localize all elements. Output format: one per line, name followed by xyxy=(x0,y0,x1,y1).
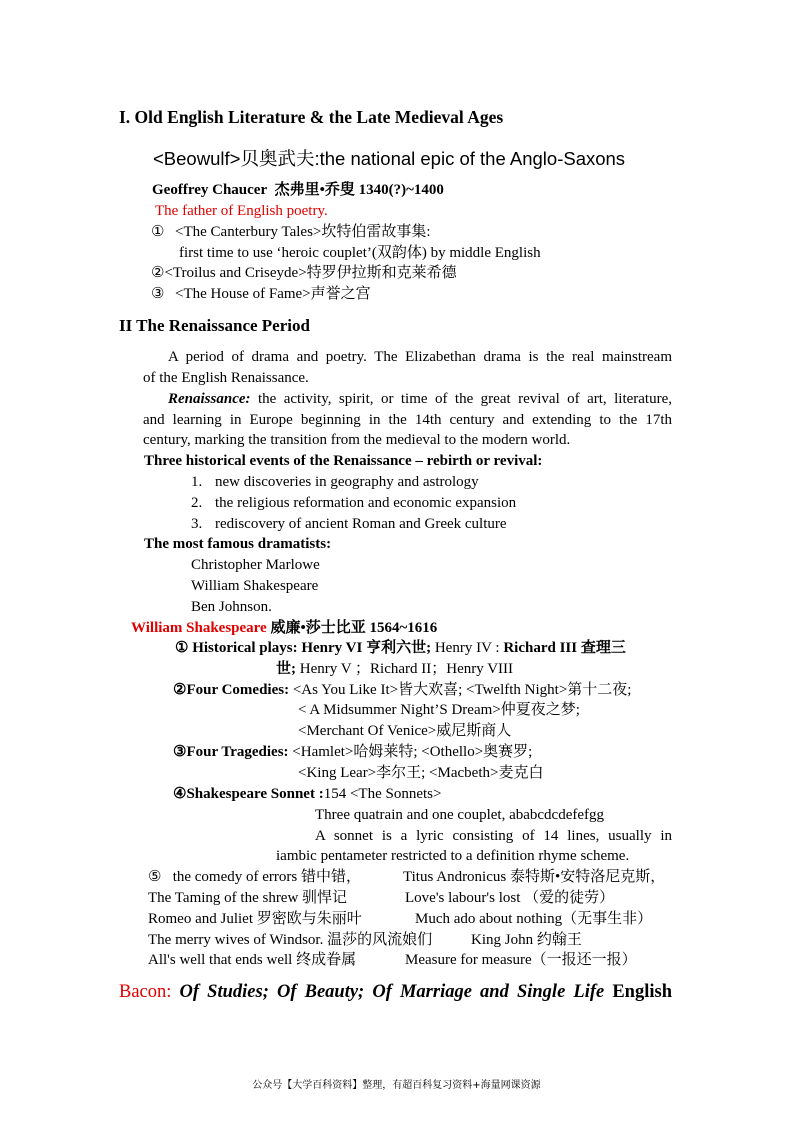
sonnet-line-1 xyxy=(173,785,441,803)
other-play: Romeo and Juliet 罗密欧与朱丽叶 xyxy=(148,911,362,927)
chaucer-work-3 xyxy=(151,285,371,303)
beowulf-desc: :the national epic of the Anglo-Saxons xyxy=(314,148,626,169)
chaucer-work-1 xyxy=(151,223,431,241)
chaucer-dates: 1340(?)~1400 xyxy=(358,182,444,198)
historical-henry-vi: Henry VI 亨利六世; xyxy=(301,640,432,656)
other-play: The merry wives of Windsor. 温莎的风流娘们 xyxy=(148,932,433,948)
tragedies-label: ③Four Tragedies: xyxy=(173,744,289,760)
events-heading: Three historical events of the Renaissance – rebirth or revival: xyxy=(144,453,543,469)
footer: 公众号【大学百科资料】整理，有超百科复习资料+海量网课资源 xyxy=(252,1080,541,1091)
comedies-line-3: <Merchant Of Venice>威尼斯商人 xyxy=(298,723,512,739)
event-number: 3. xyxy=(191,516,203,532)
event-item-1 xyxy=(191,473,479,491)
historical-henry-iv: Henry IV : xyxy=(434,640,500,656)
historical-continued: 世; xyxy=(276,661,296,677)
work-text: <Troilus and Criseyde>特罗伊拉斯和克莱希德 xyxy=(164,265,457,281)
other-play: Measure for measure（一报还一报） xyxy=(405,952,637,968)
other-play: The Taming of the shrew 驯悍记 xyxy=(148,890,348,906)
other-play: King John 约翰王 xyxy=(471,932,582,948)
sonnet-count: 154 <The Sonnets> xyxy=(323,786,442,802)
chaucer-name: Geoffrey Chaucer xyxy=(152,182,268,198)
section-heading-renaissance: II The Renaissance Period xyxy=(119,316,310,335)
work-marker: ② xyxy=(151,265,165,281)
chaucer-cn-name: 杰弗里•乔叟 xyxy=(274,182,355,198)
comedies-line-1 xyxy=(173,681,631,699)
sonnet-line-4: iambic pentameter restricted to a definition rhyme scheme. xyxy=(276,848,630,864)
bacon-tail: English xyxy=(612,982,672,1002)
event-text: the religious reformation and economic expansion xyxy=(215,495,517,511)
event-number: 2. xyxy=(191,495,203,511)
other-play: Much ado about nothing（无事生非） xyxy=(415,911,653,927)
chaucer-work-2 xyxy=(151,264,457,282)
event-text: rediscovery of ancient Roman and Greek culture xyxy=(215,516,507,532)
event-text: new discoveries in geography and astrology xyxy=(215,474,479,490)
other-play: All's well that ends well 终成眷属 xyxy=(148,952,357,968)
historical-plays-line-1 xyxy=(175,639,626,657)
work-marker: ① xyxy=(151,224,165,240)
comedies-line-2: < A Midsummer Night’S Dream>仲夏夜之梦; xyxy=(298,702,580,718)
definition-text: the activity, spirit, or time of the great revival of art, literature, xyxy=(257,391,672,407)
definition-line-3: century, marking the transition from the medieval to the modern world. xyxy=(143,432,571,448)
bacon-line xyxy=(119,981,672,1003)
work-text: <The House of Fame>声誉之宫 xyxy=(175,286,371,302)
historical-plays-line-2 xyxy=(276,660,513,678)
event-item-2 xyxy=(191,494,516,512)
shakespeare-cn-name: 威廉•莎士比亚 xyxy=(270,620,366,636)
event-item-3 xyxy=(191,515,507,533)
comedies-text: <As You Like It>皆大欢喜; <Twelfth Night>第十二夜; xyxy=(292,682,632,698)
chaucer-heading xyxy=(152,181,444,199)
other-plays-marker: ⑤ xyxy=(148,869,162,885)
comedies-label: ②Four Comedies: xyxy=(173,682,290,698)
other-play: Titus Andronicus 泰特斯•安特洛尼克斯， xyxy=(403,869,666,885)
dramatist-name: Ben Johnson. xyxy=(191,599,272,615)
tragedies-line-1 xyxy=(173,743,532,761)
bacon-label: Bacon: xyxy=(119,982,172,1002)
beowulf-line xyxy=(153,148,625,171)
other-play: the comedy of errors 错中错， xyxy=(172,869,361,885)
chaucer-father: The father of English poetry. xyxy=(155,203,328,219)
work-marker: ③ xyxy=(151,286,165,302)
tragedies-text: <Hamlet>哈姆莱特; <Othello>奥赛罗; xyxy=(292,744,533,760)
definition-term: Renaissance: xyxy=(168,391,251,407)
shakespeare-dates: 1564~1616 xyxy=(369,620,438,636)
dramatist-name: Christopher Marlowe xyxy=(191,557,320,573)
historical-others: Henry V ；Richard II；Henry VIII xyxy=(299,661,514,677)
bacon-works: Of Studies; Of Beauty; Of Marriage and Single Life xyxy=(179,982,605,1002)
chaucer-note: first time to use ‘heroic couplet’(双韵体) by middle English xyxy=(179,245,541,261)
other-play: Love's labour's lost （爱的徒劳） xyxy=(405,890,615,906)
work-text: <The Canterbury Tales>坎特伯雷故事集: xyxy=(175,224,431,240)
dramatists-heading: The most famous dramatists: xyxy=(144,536,332,552)
section-heading-old-english: I. Old English Literature & the Late Medieval Ages xyxy=(119,107,504,127)
intro-line-2: of the English Renaissance. xyxy=(143,370,309,386)
event-number: 1. xyxy=(191,474,203,490)
sonnet-line-2: Three quatrain and one couplet, ababcdcdefefgg xyxy=(315,807,605,823)
historical-richard-iii: Richard III 查理三 xyxy=(503,640,626,656)
shakespeare-name: William Shakespeare xyxy=(131,620,267,636)
intro-line-1: A period of drama and poetry. The Elizabethan drama is the real mainstream xyxy=(168,349,672,365)
tragedies-line-2: <King Lear>李尔王; <Macbeth>麦克白 xyxy=(298,765,544,781)
shakespeare-heading xyxy=(131,619,437,637)
beowulf-cn: 贝奥武夫 xyxy=(240,149,315,170)
sonnet-line-3: A sonnet is a lyric consisting of 14 lines, usually in xyxy=(315,828,672,844)
dramatist-name: William Shakespeare xyxy=(191,578,319,594)
definition-line-2: and learning in Europe beginning in the 14th century and extending to the 17th xyxy=(143,412,672,428)
other-plays-row-1 xyxy=(148,868,361,886)
beowulf-title: <Beowulf> xyxy=(153,148,241,169)
definition-line-1 xyxy=(168,390,672,408)
historical-label: ① Historical plays: xyxy=(175,640,298,656)
sonnet-label: ④Shakespeare Sonnet : xyxy=(173,786,324,802)
